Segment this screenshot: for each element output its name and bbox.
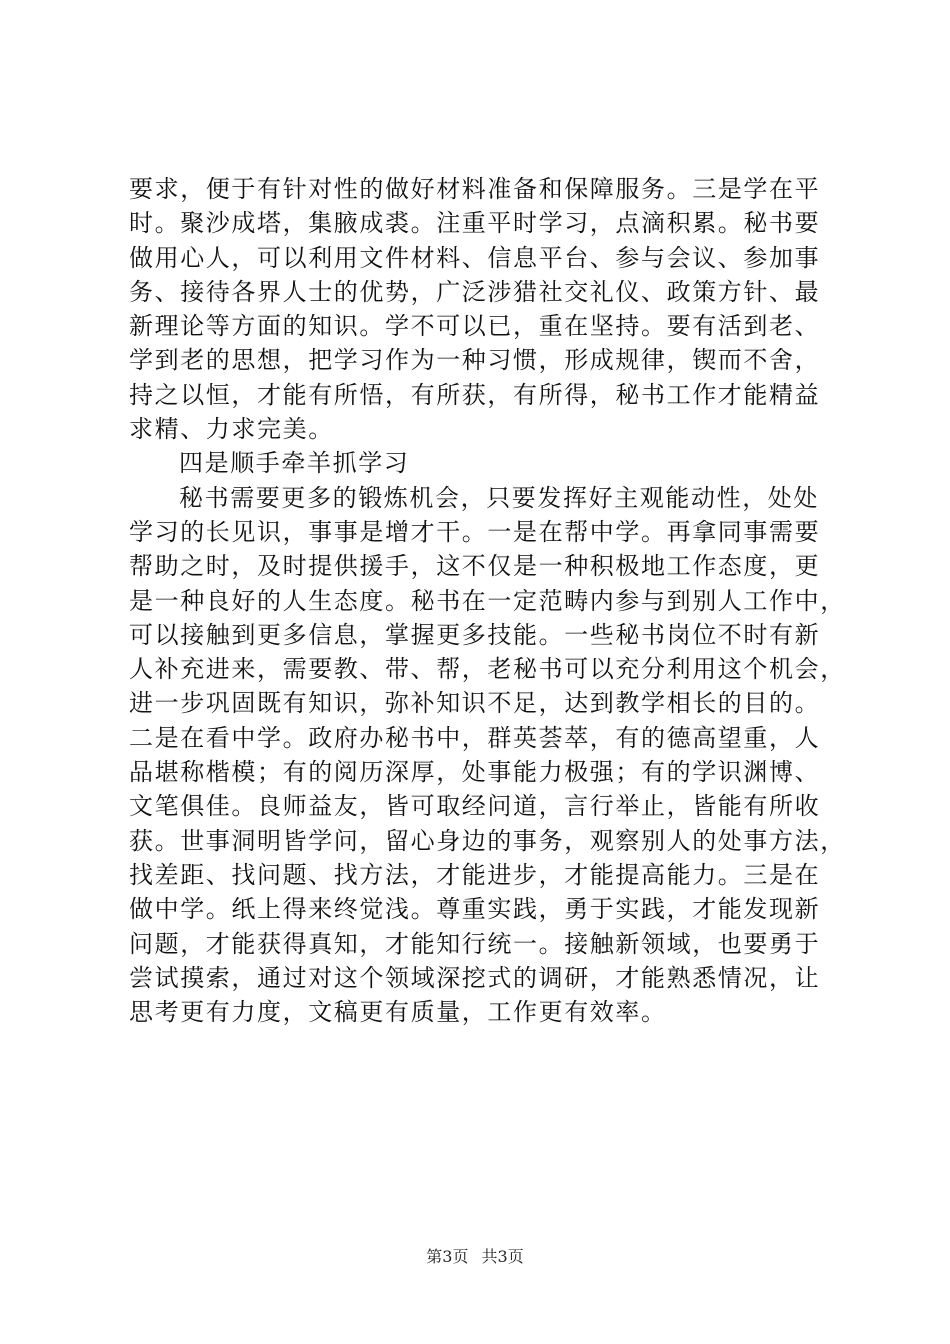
text-line: 获。世事洞明皆学问，留心身边的事务，观察别人的处事方法， (129, 826, 846, 855)
text-line: 进一步巩固既有知识，弥补知识不足，达到教学相长的目的。 (129, 689, 821, 718)
text-line: 思考更有力度，文稿更有质量，工作更有效率。 (129, 998, 667, 1027)
text-line: 务、接待各界人士的优势，广泛涉猎社交礼仪、政策方针、最 (129, 277, 821, 306)
text-line: 是一种良好的人生态度。秘书在一定范畴内参与到别人工作中， (129, 586, 846, 615)
text-line: 品堪称楷模；有的阅历深厚，处事能力极强；有的学识渊博、 (129, 758, 821, 787)
text-line: 可以接触到更多信息，掌握更多技能。一些秘书岗位不时有新 (129, 620, 821, 649)
text-line: 做用心人，可以利用文件材料、信息平台、参与会议、参加事 (129, 243, 821, 272)
text-line: 新理论等方面的知识。学不可以已，重在坚持。要有活到老、 (129, 312, 821, 341)
text-line: 二是在看中学。政府办秘书中，群英荟萃，有的德高望重，人 (129, 723, 821, 752)
text-line: 时。聚沙成塔，集腋成裘。注重平时学习，点滴积累。秘书要 (129, 209, 821, 238)
text-line: 做中学。纸上得来终觉浅。尊重实践，勇于实践，才能发现新 (129, 895, 821, 924)
text-line: 人补充进来，需要教、带、帮，老秘书可以充分利用这个机会， (129, 655, 846, 684)
text-line: 要求，便于有针对性的做好材料准备和保障服务。三是学在平 (129, 175, 821, 203)
text-line: 尝试摸索，通过对这个领域深挖式的调研，才能熟悉情况，让 (129, 963, 821, 992)
text-line: 问题，才能获得真知，才能知行统一。接触新领域，也要勇于 (129, 929, 821, 958)
text-line: 学习的长见识，事事是增才干。一是在帮中学。再拿同事需要 (129, 517, 821, 546)
text-line: 求精、力求完美。 (129, 415, 334, 444)
text-line: 学到老的思想，把学习作为一种习惯，形成规律，锲而不舍， (129, 346, 821, 375)
page-total: 共3页 (481, 1247, 524, 1266)
paragraph-start-line: 秘书需要更多的锻炼机会，只要发挥好主观能动性，处处 (179, 483, 819, 512)
page-number: 第3页 (426, 1247, 469, 1266)
section-heading: 四是顺手牵羊抓学习 (179, 449, 410, 478)
body-text (129, 172, 846, 1029)
text-line: 帮助之时，及时提供援手，这不仅是一种积极地工作态度，更 (129, 552, 821, 581)
text-line: 找差距、找问题、找方法，才能进步，才能提高能力。三是在 (129, 860, 821, 889)
text-line: 文笔俱佳。良师益友，皆可取经问道，言行举止，皆能有所收 (129, 792, 821, 821)
page-footer (0, 1244, 950, 1267)
text-line: 持之以恒，才能有所悟，有所获，有所得，秘书工作才能精益 (129, 380, 821, 409)
